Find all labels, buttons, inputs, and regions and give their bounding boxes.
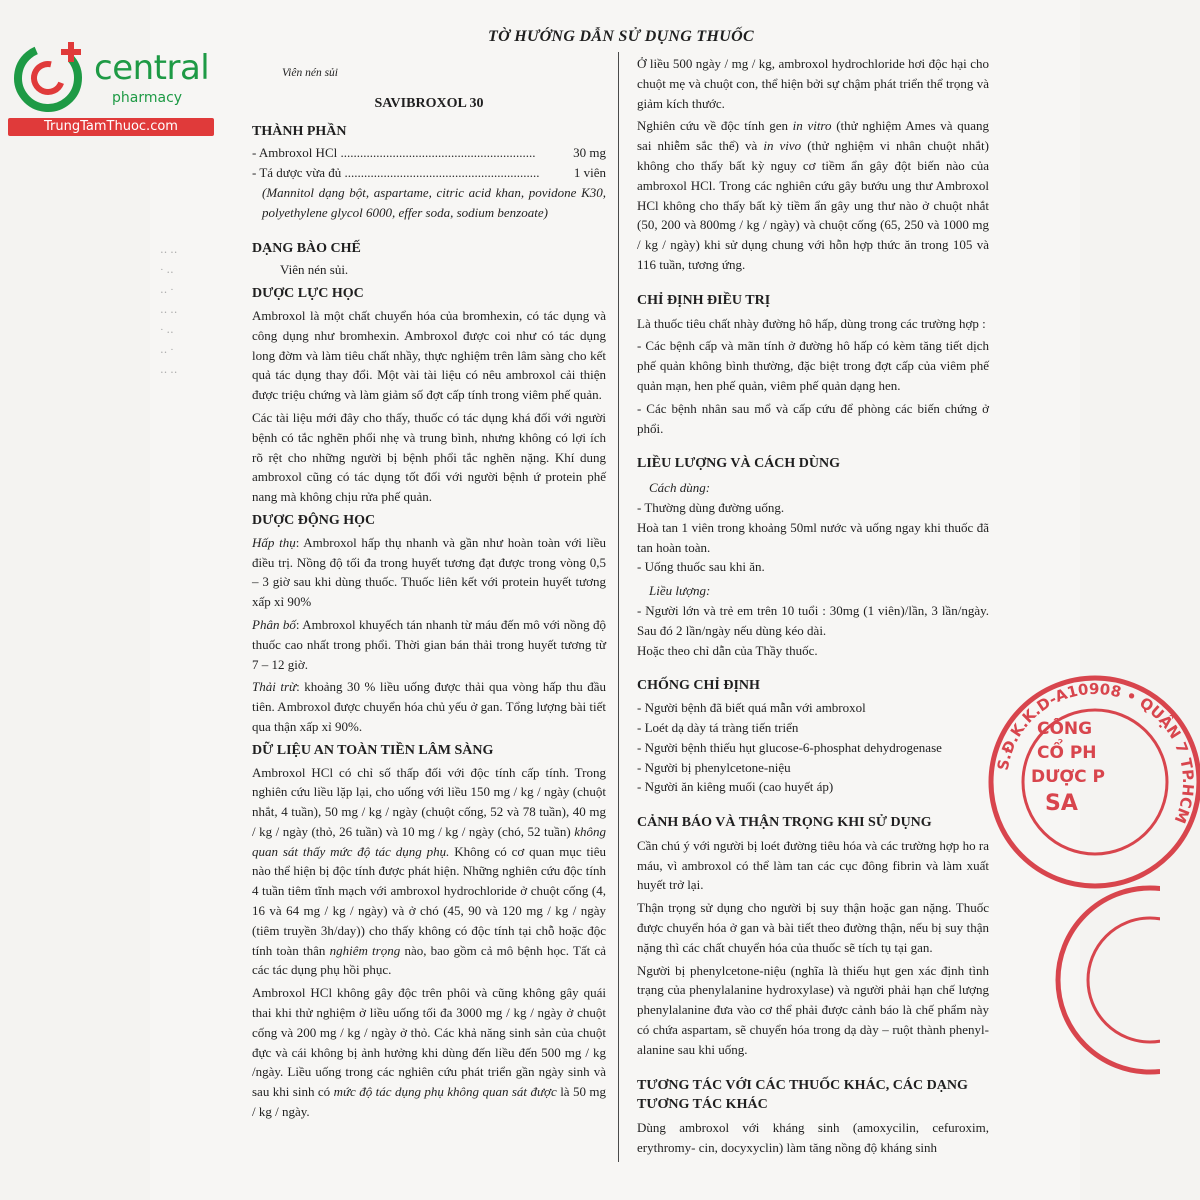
indications-paragraph: - Các bệnh cấp và mãn tính ở đường hô hấp có kèm tăng tiết dịch phế quản không bình thường, đặc biệt trong đợt cấp của viêm phế quản mạn, hen phế quản, viêm phế quản dạng hen. [637,338,989,393]
pharmacodynamics-paragraph: Các tài liệu mới đây cho thấy, thuốc có tác dụng khá đối với người bệnh có tắc nghẽn phổi nhẹ và trung bình, nhưng không có lợi ích rõ rệt cho những người bị bệnh phổi tắc nghẽn nặng. Khí dung ambroxol cũng có tác dụng tốt đối với người bệnh ứ protein phế nang mà không chịu rửa phế quản. [252,409,606,505]
interactions-paragraph: Dùng ambroxol với kháng sinh (amoxycilin, cefuroxim, erythromy- cin, docyxyclin) làm tăng nồng độ kháng sinh [637,1120,989,1156]
elimination-label: Thải trừ [252,679,297,695]
contraindication-item: - Người ăn kiêng muối (cao huyết áp) [637,779,834,795]
indications-paragraph: - Các bệnh nhân sau mổ và cấp cứu để phòng các biến chứng ở phổi. [637,400,989,436]
composition-item [252,163,606,183]
right-column [637,54,989,1158]
distribution-label: Phân bố [252,616,296,632]
absorption-label: Hấp thụ [252,534,296,550]
dosage-form-text: Viên nén sủi. [280,262,349,278]
preclinical-text: nào, bao gồm cả mô bệnh học. Tất cả các tác dụng phụ hồi phục. [252,942,606,978]
contraindication-item: - Người bị phenylcetone-niệu [637,759,791,775]
composition-heading: THÀNH PHẦN [252,123,347,139]
stamp-line: CỔ PH [1037,743,1097,763]
distribution-text: : Ambroxol khuyếch tán nhanh từ máu đến mô với nồng độ thuốc cao nhất trong phổi. Thời gian bán thải trong huyết tương từ 7 – 12 giờ. [252,616,606,672]
preclinical-italic: nghiêm trọng [329,942,401,958]
dosage-form-heading: DẠNG BÀO CHẾ [252,240,361,256]
margin-mark: · ‥ [160,324,174,336]
preclinical-heading: DỮ LIỆU AN TOÀN TIỀN LÂM SÀNG [252,742,494,758]
company-stamp [985,672,1200,892]
genotoxicity-italic: in vivo [763,138,802,154]
stamp-line: DƯỢC P [1031,767,1106,787]
partial-stamp [1040,880,1160,1080]
elimination-paragraph [252,677,606,736]
margin-mark: · ‥ [160,264,174,276]
warnings-paragraph: Cần chú ý với người bị loét đường tiêu hóa và các trường hợp ho ra máu, vì ambroxol có thể làm tan các cục đông fibrin và làm xuất huyết trở lại. [637,837,989,893]
logo-name: central [94,48,210,88]
stamp-line: SA [1045,791,1078,816]
preclinical-italic: mức độ tác dụng phụ không quan sát được [333,1084,557,1100]
central-pharmacy-logo [8,38,218,138]
stamp-line: CÔNG [1037,719,1093,739]
composition-item-value: 30 mg [573,145,606,161]
product-name: SAVIBROXOL 30 [374,95,484,111]
interactions-heading: TƯƠNG TÁC VỚI CÁC THUỐC KHÁC, CÁC DẠNG TƯƠNG TÁC KHÁC [637,1077,968,1113]
usage-line: - Uống thuốc sau khi ăn. [637,559,765,575]
genotoxicity-text: (thử nghiệm Ames và quang sai nhiễm sắc thể) và [637,118,990,154]
absorption-paragraph [252,533,606,612]
margin-marks [160,240,190,400]
document-title: TỜ HƯỚNG DẪN SỬ DỤNG THUỐC [488,28,754,45]
dose-line: - Người lớn và trẻ em trên 10 tuổi : 30mg (1 viên)/lần, 3 lần/ngày. Sau đó 2 lần/ngày nếu dùng kéo dài. [637,602,989,638]
genotoxicity-text: Nghiên cứu về độc tính gen [637,118,788,134]
margin-mark: ‥ ‥ [160,304,178,316]
contraindication-item: - Người bệnh thiếu hụt glucose-6-phosphat dehydrogenase [637,739,942,755]
composition-item-name: - Ambroxol HCl ............................................................ [252,145,536,161]
excipients-text: (Mannitol dạng bột, aspartame, citric acid khan, povidone K30, polyethylene glycol 6000, effer soda, sodium benzoate) [262,184,606,220]
warnings-heading: CẢNH BÁO VÀ THẬN TRỌNG KHI SỬ DỤNG [637,815,932,831]
margin-mark: ‥ · [160,344,174,356]
genotoxicity-text: (thử nghiệm vi nhân chuột nhắt) không cho thấy bất kỳ nguy cơ tiềm ẩn gây đột biến nào của ambroxol HCl. Trong các nghiên cứu gây bướu ung thư Ambroxol HCl không cho thấy bất kỳ tiềm ẩn gây ung thư nào ở chuột nhắt (50, 200 và 800mg / kg / ngày) và chuột cống (65, 250 và 1000 mg / kg / ngày) khi sử dụng chung với hỗn hợp thức ăn trong 105 và 116 tuần, tương ứng. [637,138,989,272]
indications-paragraph: Là thuốc tiêu chất nhày đường hô hấp, dùng trong các trường hợp : [637,315,986,331]
preclinical-text: Ambroxol HCl có chỉ số thấp đối với độc tính cấp tính. Trong nghiên cứu liều lặp lại, cho uống với liều 150 mg / kg / ngày (chuột nhắt, 4 tuần), 50 mg / kg / ngày (chuột cống, 52 và 78 tuần), 40 mg / kg / ngày (thỏ, 26 tuần) và 10 mg / kg / ngày (chó, 52 tuần) [252,764,606,839]
dosage-form-label: Viên nén sủi [282,67,338,79]
left-column [252,64,606,1122]
margin-mark: ‥ · [160,284,174,296]
preclinical-continued: Ở liều 500 ngày / mg / kg, ambroxol hydrochloride hơi độc hại cho chuột mẹ và chuột con, thể hiện bởi sự chậm phát triển thể trọng và giảm kích thước. [637,56,989,111]
dosage-heading: LIỀU LƯỢNG VÀ CÁCH DÙNG [637,456,841,472]
elimination-text: : khoảng 30 % liều uống được thải qua vòng hấp thu đầu tiên. Ambroxol được chuyển hóa chủ yếu ở gan. Tổng lượng bài tiết qua thận xấp xỉ 90%. [252,679,606,734]
indications-heading: CHỈ ĐỊNH ĐIỀU TRỊ [637,292,771,308]
preclinical-text: là 50 mg / kg / ngày. [252,1084,607,1120]
usage-line: Hoà tan 1 viên trong khoảng 50ml nước và uống ngay khi thuốc đã tan hoàn toàn. [637,519,989,555]
contraindication-item: - Loét dạ dày tá tràng tiến triển [637,719,799,735]
usage-label: Cách dùng: [649,480,711,496]
composition-item-value: 1 viên [573,165,606,181]
pharmacy-cross-logo-icon [12,38,88,114]
preclinical-text: Ambroxol HCl không gây độc trên phôi và cũng không gây quái thai khi thử nghiệm ở liều uống tối đa 3000 mg / kg / ngày ở chuột cống và 200 mg / kg / ngày ở thỏ. Các khả năng sinh sản của chuột đực và cái không bị ảnh hưởng khi dùng đến liều đến 500 mg / kg /ngày. Liều uống trong các nghiên cứu phát triển gần ngày sinh và sau khi sinh có [252,985,606,1100]
column-divider [618,52,619,1162]
preclinical-italic: không quan sát thấy mức độ tác dụng phụ. [252,823,606,859]
margin-mark: ‥ ‥ [160,364,178,376]
preclinical-paragraph [252,983,606,1122]
pharmacokinetics-heading: DƯỢC ĐỘNG HỌC [252,512,376,528]
pharmacodynamics-paragraph: Ambroxol là một chất chuyển hóa của bromhexin, có tác dụng và công dụng như bromhexin. Ambroxol được coi như có tác dụng long đờm và làm tiêu chất nhầy, thực nghiệm trên lâm sàng cho kết quả tác dụng thay đổi. Một vài tài liệu có nêu ambroxol cải thiện được triệu chứng và làm giảm số đợt cấp tính trong viêm phế quản. [252,307,606,403]
dose-label: Liều lượng: [649,583,711,599]
contraindications-heading: CHỐNG CHỈ ĐỊNH [637,678,760,694]
distribution-paragraph [252,615,606,674]
warnings-paragraph: Người bị phenylcetone-niệu (nghĩa là thiếu hụt gen xác định tình trạng của phenylalanine hydroxylase) và người phải hạn chế lượng phenylalanine đưa vào cơ thể phải được cảnh báo là chế phẩm này có chứa aspartam, sẽ chuyển hóa trong dạ dày – ruột thành phenyl- alanine sau khi uống. [637,962,989,1057]
logo-badge: TrungTamThuoc.com [8,118,214,136]
pharmacodynamics-heading: DƯỢC LỰC HỌC [252,286,364,302]
stamp-ring-text: S.Đ.K.K.D-A10908 • QUẬN 7 TP.HCM [993,679,1198,826]
genotoxicity-italic: in vitro [792,118,832,134]
preclinical-text: Không có cơ quan mục tiêu nào thể hiện bị độc tính được phát hiện. Những nghiên cứu độc tính 4 tuần tiêm tĩnh mạch với ambroxol hydrochloride ở chuột cống (4, 16 và 64 mg / kg / ngày) và ở chó (45, 90 và 120 mg / kg / ngày (tiêm truyền 3h/day)) cho thấy không có độc tính tại chỗ hoặc độc tính toàn thân [252,843,607,958]
margin-mark: ‥ ‥ [160,244,178,256]
composition-item-name: - Tá dược vừa đủ ............................................................ [252,165,540,181]
dose-line: Hoặc theo chỉ dẫn của Thầy thuốc. [637,642,818,658]
usage-line: - Thường dùng đường uống. [637,499,785,515]
composition-item [252,143,606,163]
warnings-paragraph: Thận trọng sử dụng cho người bị suy thận hoặc gan nặng. Thuốc được chuyển hóa ở gan và bài tiết theo đường thận, nếu bị suy thận nặng thì các chất chuyển hóa của thuốc sẽ tích tụ tại gan. [637,900,989,955]
absorption-text: : Ambroxol hấp thụ nhanh và gần như hoàn toàn với liều điều trị. Nồng độ tối đa trong huyết tương đạt được trong vòng 0,5 – 3 giờ sau khi dùng thuốc. Thuốc liên kết với protein huyết tương xấp xỉ 90% [252,534,606,610]
contraindication-item: - Người bệnh đã biết quá mẫn với ambroxol [637,700,866,716]
preclinical-paragraph [252,763,606,981]
genotoxicity-paragraph [637,116,989,274]
logo-subtitle: pharmacy [112,90,183,106]
